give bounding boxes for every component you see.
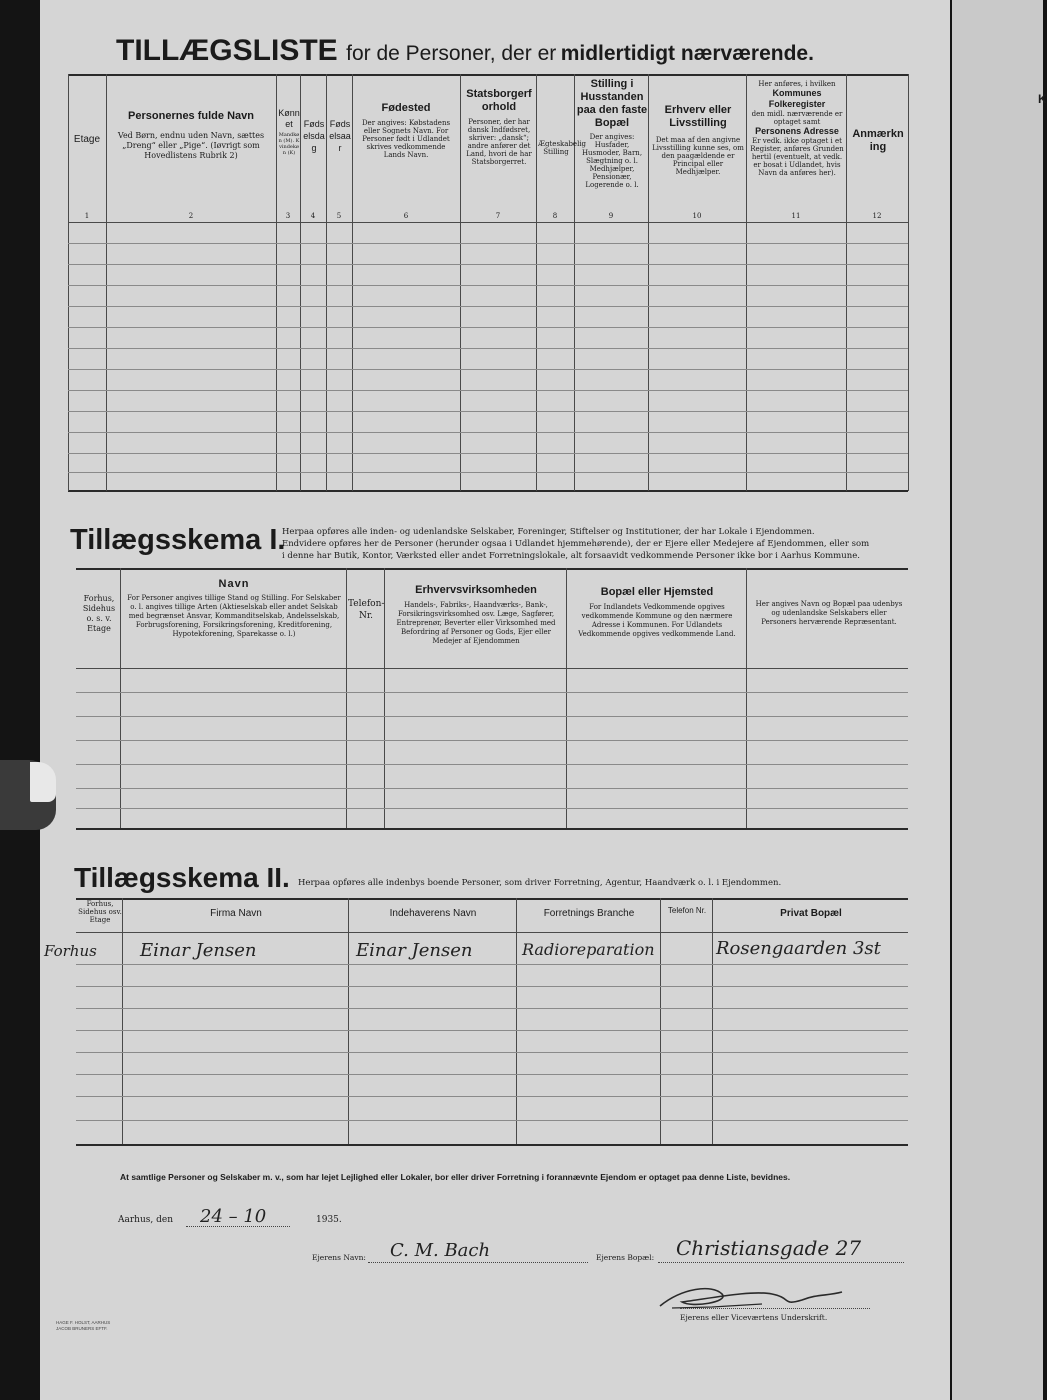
title-main: TILLÆGSLISTE	[116, 34, 338, 67]
col-register-address: Personens Adresse	[755, 126, 839, 136]
declaration-text: At samtlige Personer og Selskaber m. v., som har lejet Lejlighed eller Lokaler, bor eller driver Forretning i forannævnte Ejendom er optaget paa denne Liste, bevidnes.	[120, 1172, 791, 1182]
col-occupation-label: Erhverv eller Livsstilling	[664, 104, 732, 129]
col-header-name	[110, 110, 272, 161]
col-number: 6	[403, 212, 409, 220]
s2-row-firm: Einar Jensen	[140, 940, 257, 961]
owner-name-handwritten: C. M. Bach	[390, 1240, 491, 1261]
s1-col-residence-label: Bopæl eller Hjemsted	[600, 586, 714, 598]
form-page	[40, 0, 950, 1400]
s1-col-business-sub: Handels-, Fabriks-, Haandværks-, Bank-, Forsikringsvirksomhed osv. Læge, Sagfører, Entreprenør, Beverter eller Virksomhed med Befordring af Personer og Gods, Ejer eller Medejer af Ejendommen	[396, 601, 556, 645]
col-etage-label: Etage	[73, 134, 101, 145]
owner-address-label: Ejerens Bopæl:	[596, 1253, 655, 1262]
col-occupation-sub: Det maa af den angivne Livsstilling kunne ses, om den paagældende er Principal eller Medhjælper.	[652, 136, 744, 176]
col-number: 8	[552, 212, 558, 220]
col-citizenship-sub: Personer, der har dansk Indfødsret, skriver: „dansk“; andre anfører det Land, hvori de har Statsborgerret.	[466, 118, 532, 166]
col-number: 10	[692, 212, 702, 220]
col-register-label: Kommunes Folkeregister	[768, 88, 826, 109]
col-number: 5	[336, 212, 342, 220]
s1-col-name	[124, 578, 344, 639]
s2-row-etage: Forhus	[44, 942, 97, 960]
s2-col-phone: Telefon Nr.	[667, 906, 707, 915]
place-label: Aarhus, den	[118, 1215, 173, 1225]
col-header-household	[576, 78, 648, 189]
col-number: 3	[285, 212, 291, 220]
owner-name-label: Ejerens Navn:	[312, 1253, 366, 1262]
col-register-sub-pre: den midl. nærværende er optaget samt	[751, 110, 843, 126]
col-register-sub: Er vedk. ikke optaget i et Register, anføres Grunden hertil (eventuelt, at vedk. er bosat i Udlandet, hvis Navn da anføres her).	[750, 137, 844, 177]
col-birthplace-label: Fødested	[381, 102, 431, 114]
s1-col-phone: Telefon-Nr.	[348, 599, 385, 621]
col-header-etage	[68, 136, 106, 144]
s1-col-residence-sub: For Indlandets Vedkommende opgives vedkommende Kommune og den nærmere Adresse i Kommunen. For Udlandets Vedkommende opgives vedkommende Land.	[578, 603, 736, 638]
s1-col-business-label: Erhvervsvirksomheden	[415, 584, 537, 596]
s1-col-residence	[570, 586, 744, 639]
thumb-nail	[30, 762, 56, 802]
s1-col-representative: Her angives Navn og Bopæl paa udenbys og udenlandske Selskabers eller Personers herværende Repræsentant.	[755, 600, 903, 626]
col-birthplace-sub: Der angives: Købstadens eller Sognets Navn. For Personer født i Udlandet skrives vedkommende Lands Navn.	[361, 119, 451, 159]
schema1-intro-line: Herpaa opføres alle inden- og udenlandske Selskaber, Foreninger, Stiftelser og Institutioner, der har Lokale i Ejendommen.	[282, 527, 815, 537]
facing-page-edge	[952, 0, 1047, 1400]
col-header-sex	[278, 108, 300, 156]
s1-col-etage: Forhus, Sidehus o. s. v. Etage	[82, 594, 116, 633]
col-number: 2	[188, 212, 194, 220]
col-sex-label: Kønnet	[278, 108, 300, 129]
s2-col-firm: Firma Navn	[210, 908, 262, 919]
col-header-marital	[538, 140, 587, 156]
col-number: 4	[310, 212, 316, 220]
col-citizenship-label: Statsborgerforhold	[466, 88, 532, 113]
col-number: 12	[872, 212, 882, 220]
s1-col-business	[388, 584, 564, 646]
col-header-remarks	[848, 128, 908, 154]
owner-address-handwritten: Christiansgade 27	[676, 1236, 862, 1260]
title-rest-b: midlertidigt nærværende.	[560, 42, 814, 65]
s2-row-branch: Radioreparation	[522, 940, 655, 959]
s2-col-owner: Indehaverens Navn	[389, 908, 477, 919]
date-handwritten: 24 – 10	[200, 1206, 267, 1227]
schema1-title: Tillægsskema I.	[70, 524, 286, 556]
col-header-citizenship	[464, 88, 534, 166]
col-header-birthplace	[358, 102, 454, 159]
facing-page-letter: K	[1038, 92, 1047, 106]
col-birthyear-label: Fødselsaar	[329, 119, 351, 153]
col-header-register	[748, 80, 846, 177]
year-label: 1935.	[316, 1215, 342, 1225]
schema1-intro-line: i denne har Butik, Kontor, Værksted eller andet Forretningslokale, alt forsaavidt vedkommende Personer ikke bor i Aarhus Kommune.	[282, 551, 860, 561]
s2-row-residence: Rosengaarden 3st	[716, 938, 881, 959]
schema2-intro: Herpaa opføres alle indenbys boende Personer, som driver Forretning, Agentur, Haandværk o. l. i Ejendommen.	[298, 878, 782, 888]
col-sex-sub: Mandkøn (M). Kvindekøn (K)	[278, 132, 300, 156]
s2-col-branch: Forretnings Branche	[543, 908, 635, 919]
col-remarks-label: Anmærkning	[852, 128, 904, 153]
col-name-label: Personernes fulde Navn	[128, 110, 254, 122]
col-marital-label: Ægteskabelig Stilling	[538, 140, 587, 156]
col-header-birthyear	[328, 118, 352, 154]
col-household-sub: Der angives: Husfader, Husmoder, Barn, Slægtning o. l. Medhjælper, Pensionær, Logerende o. l.	[581, 133, 643, 189]
title-rest-a: for de Personer, der er	[346, 42, 557, 65]
signature-scribble	[652, 1280, 852, 1316]
s1-col-name-label: Navn	[218, 578, 250, 590]
schema2-title: Tillægsskema II.	[74, 862, 290, 893]
s1-col-name-sub: For Personer angives tillige Stand og Stilling. For Selskaber o. l. angives tillige Arten (Aktieselskab eller andet Selskab med begrænset Ansvar, Kommanditselskab, Andelsselskab, Forbrugsforening, Forsikringsforening, Kreditforening, Hypotekforening, Sparekasse o. l.)	[127, 594, 341, 638]
col-number: 1	[84, 212, 90, 220]
col-header-birthday	[302, 118, 326, 154]
col-number: 7	[495, 212, 501, 220]
col-number: 11	[791, 212, 801, 220]
page-title	[116, 34, 814, 68]
col-household-label: Stilling i Husstanden paa den faste Bopæl	[576, 78, 648, 129]
schema1-intro-line: Endvidere opføres her de Personer (herunder ogsaa i Udlandet hjemmehørende), der er Ejere eller Medejere af Ejendommen, eller som	[282, 539, 870, 549]
col-register-pre: Her anføres, i hvilken	[758, 80, 836, 88]
s2-row-owner: Einar Jensen	[356, 940, 473, 961]
col-name-sub: Ved Børn, endnu uden Navn, sættes „Dreng“ eller „Pige“. (Iøvrigt som Hovedlistens Rubrik 2)	[117, 131, 265, 160]
printer-mark: HAGE F. HOLST, AARHUS JACOB BRUNERS EFTF.	[56, 1320, 111, 1331]
signature-label: Ejerens eller Viceværtens Underskrift.	[680, 1313, 828, 1322]
col-birthday-label: Fødselsdag	[303, 119, 325, 153]
s2-col-private-residence: Privat Bopæl	[780, 908, 842, 919]
col-number: 9	[608, 212, 614, 220]
col-header-occupation	[652, 104, 744, 176]
schema1-intro	[282, 526, 912, 562]
s2-col-etage: Forhus, Sidehus osv. Etage	[78, 900, 122, 924]
